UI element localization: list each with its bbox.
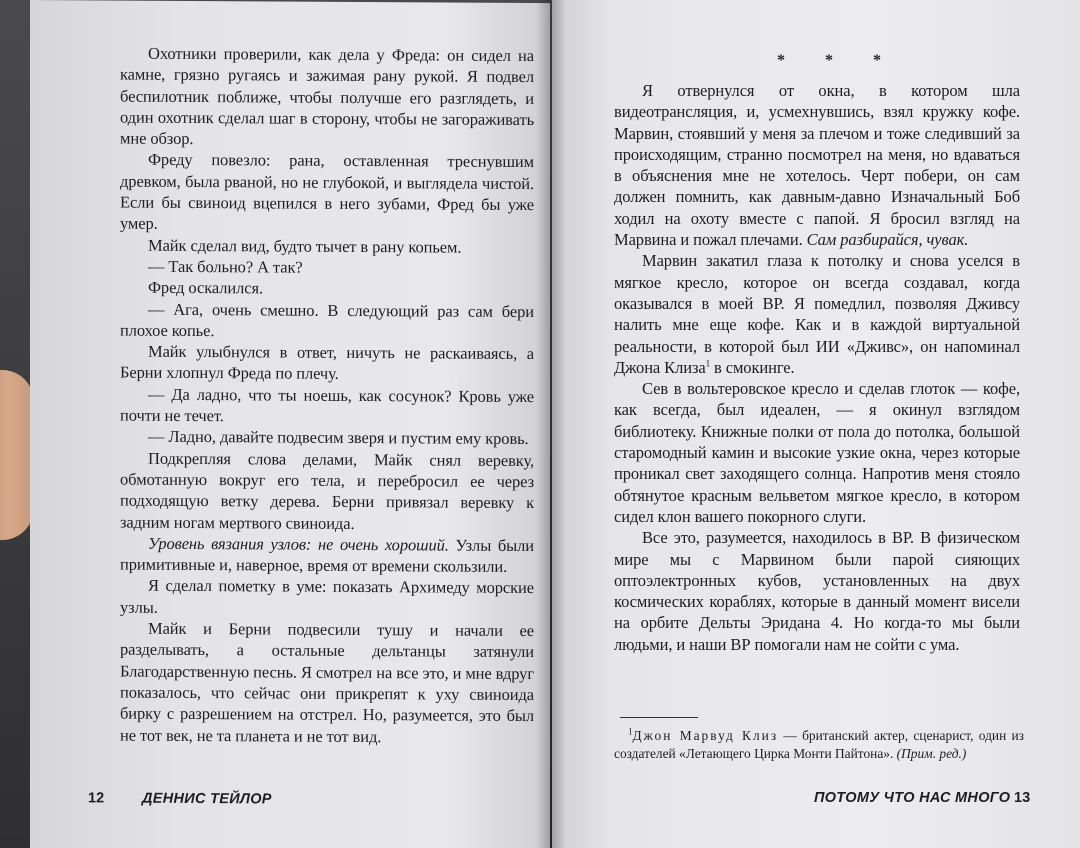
paragraph: Майк улыбнулся в ответ, ничуть не раскаиваясь, а Берни хлопнул Фреда по плечу.	[120, 341, 534, 384]
paragraph: — Ага, очень смешно. В следующий раз сам бери плохое копье.	[120, 299, 534, 340]
paragraph: — Так больно? А так?	[148, 256, 303, 277]
footnote-note: (Прим. ред.)	[896, 746, 967, 761]
footnote-text: — британский актер, сценарист, один из создателей «Летающего Цирка Монти Пайтона».	[614, 728, 1024, 761]
paragraph-text: Я отвернулся от окна, в котором шла видеотрансляция, и, усмехнувшись, взял кружку кофе. Марвин, стоявший у меня за плечом и тоже следивший за происходящим, странно посмотрел на меня, но вдаваться в объяснения мне не хотелось. Черт побери, он сам должен помнить, как давным-давно Изначальный Боб ходил на охоту вместе с папой. Я бросил взгляд на Марвина и пожал плечами.	[614, 81, 1020, 250]
paragraph: — Ладно, давайте подвесим зверя и пустим ему кровь.	[148, 427, 529, 449]
paragraph-text: Марвин закатил глаза к потолку и снова уселся в мягкое кресло, которое он всегда создавал, когда оказывался в моей ВР. Я помедлил, позволяя Дживсу налить мне еще кофе. Как и в каждой виртуальной реальности, в которой был ИИ «Дживс», он напоминал Джона Клиза	[614, 251, 1020, 377]
paragraph: Майк сделал вид, будто тычет в рану копьем.	[148, 235, 462, 257]
paragraph-text: в смокинге.	[710, 357, 795, 377]
footnote-name: Джон Марвуд Клиз	[632, 728, 779, 743]
italic-text: Уровень вязания узлов: не очень хороший.	[148, 533, 449, 555]
italic-paragraph	[120, 532, 534, 577]
left-page	[30, 0, 550, 848]
right-page	[552, 0, 1080, 848]
footnote-mark: 1	[628, 726, 633, 737]
footnote-line	[614, 727, 1024, 763]
paragraph: Фреду повезло: рана, оставленная треснувшим древком, была рваной, но не глубокой, и выглядела чистой. Если бы свиноид вцепился в него зубами, Фред бы уже умер.	[120, 150, 534, 234]
paragraph: Фред оскалился.	[148, 277, 263, 298]
paragraph: Сев в вольтеровское кресло и сделав глоток — кофе, как всегда, был идеален, — я окинул взглядом библиотеку. Книжные полки от пола до потолка, большой старомодный камин и высокие узкие окна, через которые проникал свет заходящего солнца. Напротив меня стояло обтянутое красным вельветом мягкое кресло, в котором сидел клон вашего покорного слуги.	[614, 379, 1020, 526]
running-head-author: ДЕННИС ТЕЙЛОР	[142, 790, 272, 808]
running-head-title: ПОТОМУ ЧТО НАС МНОГО	[814, 790, 1011, 806]
italic-text: Сам разбирайся, чувак.	[806, 230, 969, 250]
section-break: * * *	[777, 52, 899, 69]
paragraph: — Да ладно, что ты ноешь, как сосунок? Кровь уже почти не течет.	[120, 384, 534, 426]
left-page-body	[120, 43, 534, 748]
paragraph: Подкрепляя слова делами, Майк снял веревку, обмотанную вокруг его тела, и перебросил ее через подходящую ветку дерева. Берни привязал веревку к задним ногам мертвого свиноида.	[120, 448, 534, 533]
page-number-right: 13	[1014, 790, 1031, 806]
right-page-body	[614, 80, 1020, 655]
holding-finger	[0, 370, 34, 540]
paragraph: Все это, разумеется, находилось в ВР. В физическом мире мы с Марвином были парой сияющих оптоэлектронных кубов, установленных на двух космических кораблях, которые в данный момент висели на орбите Дельты Эридана 4. Но когда-то мы были людьми, и наши ВР помогали нам не сойти с ума.	[614, 528, 1020, 654]
footnote-divider	[620, 717, 698, 718]
paragraph	[614, 80, 1020, 250]
paragraph: Я сделал пометку в уме: показать Архимеду морские узлы.	[120, 576, 534, 617]
paragraph: Охотники проверили, как дела у Фреда: он сидел на камне, грязно ругаясь и зажимая рану рукой. Я подвел беспилотник поближе, чтобы получше его разглядеть, и один охотник сделал шаг в сторону, чтобы не загораживать мне обзор.	[120, 43, 534, 149]
footnote-reference: 1	[705, 358, 710, 369]
page-number-left: 12	[88, 790, 105, 807]
paragraph-rest: Узлы были примитивные и, наверное, время от времени скользили.	[120, 535, 534, 577]
paragraph	[614, 250, 1020, 378]
footnote	[614, 727, 1024, 763]
paragraph: Майк и Берни подвесили тушу и начали ее разделывать, а остальные дельтанцы затянули Благодарственную песнь. Я смотрел на все это, и мне вдруг показалось, что сейчас они прикрепят к уху свиноида бирку с разрешением на отстрел. Но, разумеется, это был не тот век, не та планета и не тот вид.	[120, 618, 534, 746]
